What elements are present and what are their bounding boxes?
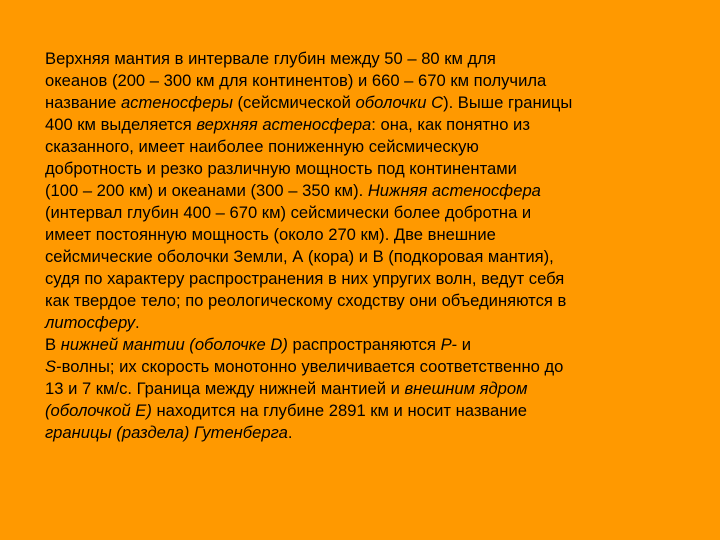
text-run: -волны; их скорость монотонно увеличивается соответственно до bbox=[56, 357, 564, 376]
slide-body-text bbox=[45, 48, 685, 444]
text-line bbox=[45, 114, 685, 136]
text-line bbox=[45, 334, 685, 356]
text-run: : она, как понятно из bbox=[371, 115, 530, 134]
text-line bbox=[45, 312, 685, 334]
italic-term: Р bbox=[440, 335, 452, 354]
text-run: В bbox=[45, 335, 61, 354]
text-line bbox=[45, 422, 685, 444]
text-line bbox=[45, 92, 685, 114]
text-run: - и bbox=[451, 335, 472, 354]
text-run: Верхняя мантия в интервале глубин между 50 – 80 км для bbox=[45, 49, 496, 68]
italic-term: (оболочкой Е) bbox=[45, 401, 152, 420]
text-run: находится на глубине 2891 км и носит название bbox=[151, 401, 527, 420]
text-line bbox=[45, 70, 685, 92]
text-run: ). Выше границы bbox=[443, 93, 573, 112]
text-line bbox=[45, 356, 685, 378]
italic-term: астеносферы bbox=[120, 93, 233, 112]
italic-term: S bbox=[45, 357, 57, 376]
text-run: (100 – 200 км) и океанами (300 – 350 км). bbox=[45, 181, 368, 200]
text-line bbox=[45, 48, 685, 70]
text-run: (интервал глубин 400 – 670 км) сейсмически более добротна и bbox=[45, 203, 532, 222]
italic-term: границы (раздела) Гутенберга bbox=[45, 423, 288, 442]
text-run: . bbox=[135, 313, 140, 332]
text-line bbox=[45, 202, 685, 224]
text-run: . bbox=[287, 423, 293, 442]
text-line bbox=[45, 268, 685, 290]
text-run: сказанного, имеет наиболее пониженную сейсмическую bbox=[45, 137, 479, 156]
italic-term: Нижняя астеносфера bbox=[367, 181, 541, 200]
text-run: добротность и резко различную мощность под континентами bbox=[45, 159, 517, 178]
text-run: имеет постоянную мощность (около 270 км). Две внешние bbox=[45, 225, 496, 244]
text-line bbox=[45, 378, 685, 400]
italic-term: нижней мантии (оболочке D) bbox=[60, 335, 288, 354]
italic-term: внешним ядром bbox=[404, 379, 528, 398]
text-line bbox=[45, 246, 685, 268]
text-line bbox=[45, 290, 685, 312]
italic-term: литосферу bbox=[45, 313, 136, 332]
text-run: распространяются bbox=[287, 335, 441, 354]
text-run: 400 км выделяется bbox=[45, 115, 197, 134]
text-run: название bbox=[45, 93, 121, 112]
text-run: (сейсмической bbox=[232, 93, 356, 112]
italic-term: верхняя астеносфера bbox=[196, 115, 372, 134]
text-line bbox=[45, 158, 685, 180]
italic-term: оболочки С bbox=[355, 93, 444, 112]
text-run: судя по характеру распространения в них упругих волн, ведут себя bbox=[45, 269, 565, 288]
text-run: как твердое тело; по реологическому сходству они объединяются в bbox=[45, 291, 567, 310]
text-run: океанов (200 – 300 км для континентов) и 660 – 670 км получила bbox=[45, 71, 547, 90]
text-line bbox=[45, 180, 685, 202]
text-line bbox=[45, 224, 685, 246]
text-run: 13 и 7 км/с. Граница между нижней мантией и bbox=[45, 379, 405, 398]
text-line bbox=[45, 136, 685, 158]
text-run: сейсмические оболочки Земли, А (кора) и В (подкоровая мантия), bbox=[45, 247, 554, 266]
text-line bbox=[45, 400, 685, 422]
